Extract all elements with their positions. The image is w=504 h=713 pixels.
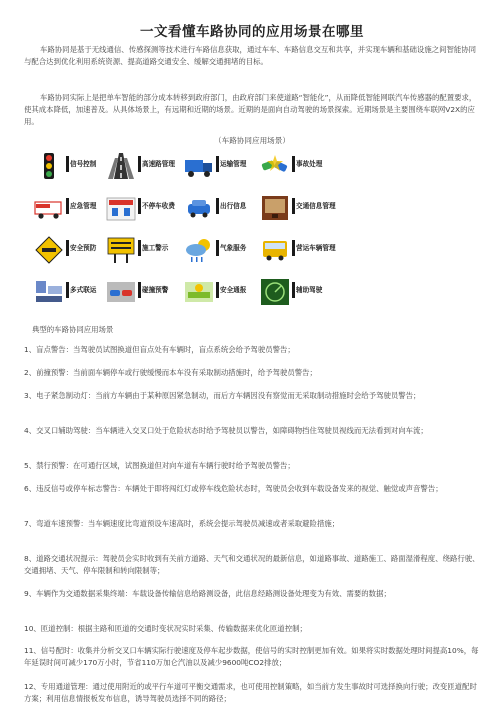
scene-label: 施工警示: [142, 244, 169, 252]
safety-icon: [184, 278, 214, 306]
truck-icon: [184, 152, 214, 180]
collision-icon: [106, 278, 136, 306]
scene-label: 辅助驾驶: [296, 286, 323, 294]
multimodal-icon: [34, 278, 64, 306]
scene-divider: [216, 282, 219, 298]
scene-divider: [66, 198, 69, 214]
scene-accident-handling: [260, 148, 408, 186]
scenario-item-11: 11、信号配时：收集并分析交叉口车辆实际行驶速度及停车起步数据，使信号的实时控制更加有效。如果将实时数据处理时间提高10%，每年延误时间可减少170万小时，节省110万加仑汽油以及减少9600吨CO2排放；: [24, 646, 479, 668]
scene-label: 信号控制: [70, 160, 97, 168]
scene-grid: [34, 148, 334, 316]
driving-assist-icon: [260, 278, 290, 306]
scenario-item-2: 2、前撞预警：当前面车辆停车或行驶缓慢而本车没有采取制动措施时，给予驾驶员警告；: [24, 368, 317, 377]
bus-icon: [260, 236, 290, 264]
scenario-item-4: 4、交叉口辅助驾驶：当车辆进入交叉口处于危险状态时给予驾驶员以警告，如障碍物挡住驾驶员视线而无法看到对向车流；: [24, 426, 428, 435]
scene-label: 应急管理: [70, 202, 97, 210]
scenario-item-8: 8、道路交通状况提示：驾驶员会实时收到有关前方道路、天气和交通状况的最新信息，如道路事故、道路施工、路面湿滑程度、绕路行驶、交通拥堵、天气、停车限制和转向限制等；: [24, 554, 480, 576]
intro-paragraph-1: 车路协同是基于无线通信、传感探测等技术进行车路信息获取，通过车车、车路信息交互和共享，并实现车辆和基础设施之间智能协同与配合达到优化利用系统资源、提高道路交通安全、缓解交通拥堵的目标。: [24, 45, 477, 67]
scene-divider: [138, 240, 141, 256]
scene-divider: [292, 240, 295, 256]
scene-label: 营运车辆管理: [296, 244, 336, 252]
scene-label: 安全通报: [220, 286, 247, 294]
scene-label: 安全预防: [70, 244, 97, 252]
scene-driving-assistance: [260, 274, 408, 312]
intro-paragraph-2: 车路协同实际上是把单车智能的部分成本转移到政府部门，由政府部门来使道路“智能化”，从而降低智能网联汽车传感器的配置要求，使其成本降低，加速普及。从具体场景上，有远期和近期的场景。近期的是面向自动驾驶的场景探索。近期场景是主要围绕车联网V2X的应用。: [24, 93, 477, 127]
scene-divider: [216, 240, 219, 256]
scene-divider: [66, 156, 69, 172]
scenario-item-9: 9、车辆作为交通数据采集终端：车载设备传输信息给路测设备，此信息经路测设备处理变为有效、需要的数据；: [24, 589, 391, 598]
scene-divider: [292, 282, 295, 298]
scene-divider: [138, 198, 141, 214]
scene-traffic-info-management: [260, 190, 408, 228]
scene-label: 不停车收费: [142, 202, 175, 210]
traffic-light-icon: [34, 152, 64, 180]
scene-divider: [138, 156, 141, 172]
scene-commercial-vehicle-management: [260, 232, 408, 270]
scene-label: 气象服务: [220, 244, 247, 252]
scenario-item-5: 5、禁行预警：在可通行区域，试图换道但对向车道有车辆行驶时给予驾驶员警告；: [24, 461, 295, 470]
scenario-item-10: 10、匝道控制：根据主路和匝道的交通时变状况实时采集、传输数据来优化匝道控制；: [24, 624, 307, 633]
warning-sign-icon: [34, 236, 64, 264]
scene-divider: [216, 198, 219, 214]
scene-label: 事故处理: [296, 160, 323, 168]
scenario-item-7: 7、弯道车速预警：当车辆速度比弯道预设车速高时，系统会提示驾驶员减速或者采取避险措施；: [24, 519, 340, 528]
highway-icon: [106, 152, 136, 180]
ambulance-icon: [34, 194, 64, 222]
scene-label: 多式联运: [70, 286, 97, 294]
toll-icon: [106, 194, 136, 222]
scene-divider: [66, 240, 69, 256]
scene-label: 运输管理: [220, 160, 247, 168]
scenario-item-1: 1、盲点警告：当驾驶员试图换道但盲点处有车辆时，盲点系统会给予驾驶员警告；: [24, 345, 295, 354]
scenes-caption: 典型的车路协同应用场景: [32, 325, 114, 334]
car-info-icon: [184, 194, 214, 222]
weather-icon: [184, 236, 214, 264]
scene-divider: [138, 282, 141, 298]
monitor-icon: [260, 194, 290, 222]
scene-divider: [66, 282, 69, 298]
scene-label: 碰撞预警: [142, 286, 169, 294]
scene-label: 交通信息管理: [296, 202, 336, 210]
scene-divider: [292, 156, 295, 172]
scenario-item-6: 6、违反信号或停车标志警告：车辆处于即将闯红灯或停车线危险状态时，驾驶员会收到车载设备发来的视觉、触觉或声音警告；: [24, 484, 443, 493]
scene-divider: [216, 156, 219, 172]
accident-icon: [260, 152, 290, 180]
figure-caption: （车路协同应用场景）: [214, 136, 290, 145]
scenario-item-3: 3、电子紧急制动灯：当前方车辆由于某种原因紧急制动，而后方车辆因没有察觉而无采取制动措施时会给予驾驶员警告；: [24, 391, 421, 400]
construction-sign-icon: [106, 236, 136, 264]
scene-label: 高速路管理: [142, 160, 175, 168]
scene-divider: [292, 198, 295, 214]
page-title: 一文看懂车路协同的应用场景在哪里: [140, 24, 364, 40]
scene-label: 出行信息: [220, 202, 247, 210]
scenario-item-12: 12、专用通道管理：通过使用附近的或平行车道可平衡交通需求，也可使用控制策略，如当前方发生事故时可选择换向行驶；改变匝道配时方案；利用信息情报板发布信息，诱导驾驶员选择不同的路径；: [24, 682, 477, 704]
